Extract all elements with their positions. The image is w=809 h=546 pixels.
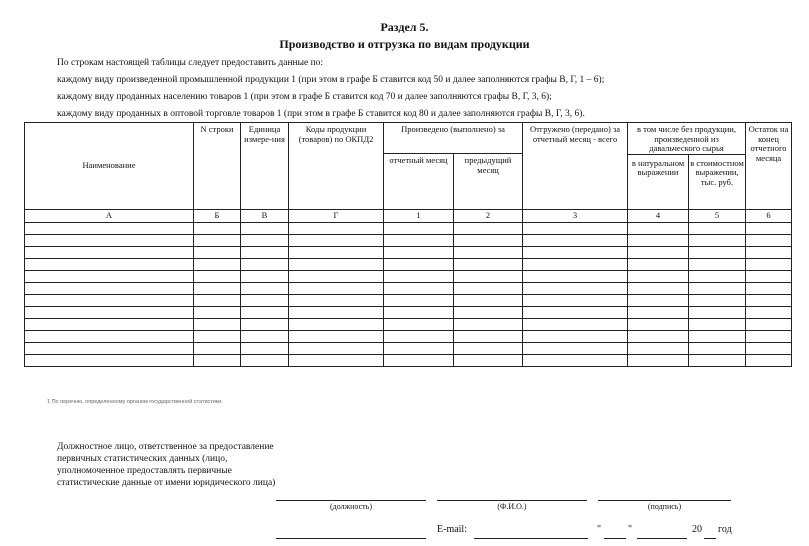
table-cell[interactable] (25, 318, 194, 330)
table-cell[interactable] (384, 222, 454, 234)
table-row (25, 222, 792, 234)
table-row (25, 318, 792, 330)
table-cell[interactable] (628, 318, 689, 330)
table-cell[interactable] (523, 234, 628, 246)
header-unit: Единица измере-ния (241, 123, 289, 210)
position-field[interactable] (276, 500, 426, 501)
quote-open: " (597, 524, 602, 535)
table-cell[interactable] (746, 282, 792, 294)
table-cell[interactable] (454, 270, 523, 282)
intro-line: каждому виду проданных в оптовой торговле товаров 1 (при этом в графе Б ставится код 80 и далее заполняются графы В, Г, 3, 6). (57, 109, 585, 119)
table-cell[interactable] (689, 234, 746, 246)
table-cell[interactable] (689, 330, 746, 342)
header-produced: Произведено (выполнено) за (384, 123, 523, 154)
table-cell[interactable] (384, 342, 454, 354)
table-cell[interactable] (746, 246, 792, 258)
letter-cell: А (25, 209, 194, 222)
table-cell[interactable] (523, 342, 628, 354)
table-cell[interactable] (454, 306, 523, 318)
table-cell[interactable] (689, 270, 746, 282)
letter-cell: Б (194, 209, 241, 222)
table-cell[interactable] (628, 306, 689, 318)
table-cell[interactable] (289, 318, 384, 330)
table-cell[interactable] (25, 246, 194, 258)
table-cell[interactable] (746, 294, 792, 306)
letter-cell: В (241, 209, 289, 222)
table-cell[interactable] (289, 258, 384, 270)
table-cell[interactable] (454, 282, 523, 294)
table-cell[interactable] (689, 354, 746, 366)
header-tolling-natural: в натуральном выражении (628, 154, 689, 209)
table-cell[interactable] (628, 234, 689, 246)
table-cell[interactable] (25, 306, 194, 318)
letter-cell: 6 (746, 209, 792, 222)
intro-line: каждому виду произведенной промышленной продукции 1 (при этом в графе Б ставится код 50 и далее заполняются графы В, Г, 1 – 6); (57, 75, 605, 85)
intro-line: По строкам настоящей таблицы следует предоставить данные по: (57, 58, 324, 68)
letter-cell: 2 (454, 209, 523, 222)
table-cell[interactable] (194, 354, 241, 366)
header-remainder: Остаток на конец отчетного месяца (746, 123, 792, 210)
table-cell[interactable] (241, 282, 289, 294)
table-cell[interactable] (384, 318, 454, 330)
header-product-code: Коды продукции (товаров) по ОКПД2 (289, 123, 384, 210)
table-cell[interactable] (628, 294, 689, 306)
table-cell[interactable] (25, 282, 194, 294)
table-cell[interactable] (289, 234, 384, 246)
day-field[interactable] (604, 538, 626, 539)
intro-line: каждому виду проданных населению товаров 1 (при этом в графе Б ставится код 70 и далее заполняются графы В, Г, 3, 6); (57, 92, 552, 102)
email-label: E-mail: (437, 524, 467, 535)
table-cell[interactable] (689, 282, 746, 294)
table-cell[interactable] (241, 318, 289, 330)
table-row (25, 354, 792, 366)
month-field[interactable] (637, 538, 687, 539)
table-cell[interactable] (746, 222, 792, 234)
letter-cell: 3 (523, 209, 628, 222)
table-cell[interactable] (194, 330, 241, 342)
table-cell[interactable] (746, 342, 792, 354)
header-row-number: N строки (194, 123, 241, 210)
table-cell[interactable] (194, 282, 241, 294)
table-cell[interactable] (194, 270, 241, 282)
section-number: Раздел 5. (380, 20, 429, 34)
table-cell[interactable] (384, 330, 454, 342)
table-cell[interactable] (689, 294, 746, 306)
table-cell[interactable] (628, 330, 689, 342)
table-cell[interactable] (454, 246, 523, 258)
table-cell[interactable] (746, 258, 792, 270)
table-cell[interactable] (241, 246, 289, 258)
production-table (24, 122, 792, 367)
table-row (25, 270, 792, 282)
table-cell[interactable] (523, 222, 628, 234)
table-cell[interactable] (194, 318, 241, 330)
header-tolling: в том числе без продукции, произведенной из давальческого сырья (628, 123, 746, 155)
table-cell[interactable] (241, 354, 289, 366)
section-title: Производство и отгрузка по видам продукции (279, 37, 530, 51)
table-cell[interactable] (523, 306, 628, 318)
table-cell[interactable] (689, 222, 746, 234)
header-tolling-value: в стоимостном выражении, тыс. руб. (689, 154, 746, 209)
table-cell[interactable] (25, 294, 194, 306)
table-row (25, 294, 792, 306)
table-cell[interactable] (289, 282, 384, 294)
table-cell[interactable] (746, 318, 792, 330)
table-cell[interactable] (289, 354, 384, 366)
position-caption: (должность) (330, 502, 372, 511)
table-cell[interactable] (25, 342, 194, 354)
phone-field[interactable] (276, 538, 426, 539)
table-row (25, 282, 792, 294)
table-cell[interactable] (289, 222, 384, 234)
table-cell[interactable] (241, 234, 289, 246)
year-suffix: год (718, 524, 732, 535)
letter-cell: 1 (384, 209, 454, 222)
table-cell[interactable] (689, 342, 746, 354)
table-cell[interactable] (523, 294, 628, 306)
table-cell[interactable] (628, 342, 689, 354)
table-cell[interactable] (289, 330, 384, 342)
table-cell[interactable] (523, 330, 628, 342)
table-cell[interactable] (746, 270, 792, 282)
table-cell[interactable] (241, 222, 289, 234)
table-cell[interactable] (241, 342, 289, 354)
table-row (25, 330, 792, 342)
official-label: Должностное лицо, ответственное за предоставление первичных статистических данных (лицо, уполномоченное предоставлять первичные статистические данные от имени юридического лица) (57, 442, 276, 488)
header-produced-current: отчетный месяц (384, 154, 454, 210)
table-cell[interactable] (628, 246, 689, 258)
signature-field[interactable] (598, 500, 731, 501)
table-cell[interactable] (523, 270, 628, 282)
quote-close: " (628, 524, 633, 535)
table-cell[interactable] (523, 258, 628, 270)
table-cell[interactable] (384, 258, 454, 270)
intro-text (57, 55, 604, 123)
table-cell[interactable] (384, 234, 454, 246)
table-cell[interactable] (241, 258, 289, 270)
table-cell[interactable] (384, 270, 454, 282)
table-cell[interactable] (289, 306, 384, 318)
year-prefix: 20 (692, 524, 702, 535)
table-cell[interactable] (384, 246, 454, 258)
table-cell[interactable] (25, 258, 194, 270)
table-cell[interactable] (194, 342, 241, 354)
email-field[interactable] (474, 538, 588, 539)
table-cell[interactable] (689, 318, 746, 330)
table-cell[interactable] (454, 258, 523, 270)
table-cell[interactable] (241, 270, 289, 282)
table-cell[interactable] (689, 306, 746, 318)
table-cell[interactable] (454, 294, 523, 306)
header-name: Наименование (25, 123, 194, 210)
fio-field[interactable] (437, 500, 587, 501)
table-cell[interactable] (241, 294, 289, 306)
table-cell[interactable] (454, 354, 523, 366)
table-cell[interactable] (289, 294, 384, 306)
table-cell[interactable] (25, 270, 194, 282)
table-cell[interactable] (194, 306, 241, 318)
table-cell[interactable] (746, 354, 792, 366)
table-cell[interactable] (523, 318, 628, 330)
table-cell[interactable] (194, 246, 241, 258)
table-cell[interactable] (689, 246, 746, 258)
table-cell[interactable] (454, 222, 523, 234)
letter-cell: 5 (689, 209, 746, 222)
table-row (25, 306, 792, 318)
table-cell[interactable] (25, 354, 194, 366)
table-cell[interactable] (628, 222, 689, 234)
table-cell[interactable] (289, 270, 384, 282)
signature-caption: (подпись) (647, 502, 682, 511)
table-row (25, 234, 792, 246)
table-cell[interactable] (628, 270, 689, 282)
table-cell[interactable] (25, 330, 194, 342)
table-cell[interactable] (241, 306, 289, 318)
table-cell[interactable] (746, 234, 792, 246)
table-cell[interactable] (194, 222, 241, 234)
table-cell[interactable] (25, 222, 194, 234)
table-cell[interactable] (628, 258, 689, 270)
table-row (25, 342, 792, 354)
table-row (25, 246, 792, 258)
letter-cell: Г (289, 209, 384, 222)
table-cell[interactable] (384, 282, 454, 294)
table-cell[interactable] (746, 330, 792, 342)
table-cell[interactable] (384, 354, 454, 366)
table-cell[interactable] (194, 258, 241, 270)
table-cell[interactable] (628, 282, 689, 294)
footnote: 1 По перечню, определенному органом государственной статистики. (47, 399, 223, 405)
table-cell[interactable] (241, 330, 289, 342)
table-cell[interactable] (289, 246, 384, 258)
table-cell[interactable] (523, 354, 628, 366)
table-cell[interactable] (454, 342, 523, 354)
table-cell[interactable] (454, 318, 523, 330)
table-cell[interactable] (523, 282, 628, 294)
table-cell[interactable] (194, 294, 241, 306)
table-cell[interactable] (384, 294, 454, 306)
table-cell[interactable] (689, 258, 746, 270)
header-shipped: Отгружено (передано) за отчетный месяц - всего (523, 123, 628, 210)
table-cell[interactable] (384, 306, 454, 318)
table-cell[interactable] (523, 246, 628, 258)
letter-cell: 4 (628, 209, 689, 222)
table-cell[interactable] (194, 234, 241, 246)
table-cell[interactable] (628, 354, 689, 366)
table-row (25, 258, 792, 270)
table-cell[interactable] (454, 234, 523, 246)
table-cell[interactable] (454, 330, 523, 342)
table-cell[interactable] (25, 234, 194, 246)
year-field[interactable] (704, 538, 716, 539)
table-cell[interactable] (289, 342, 384, 354)
fio-caption: (Ф.И.О.) (497, 502, 527, 511)
header-produced-previous: предыдущий месяц (454, 154, 523, 210)
table-cell[interactable] (746, 306, 792, 318)
